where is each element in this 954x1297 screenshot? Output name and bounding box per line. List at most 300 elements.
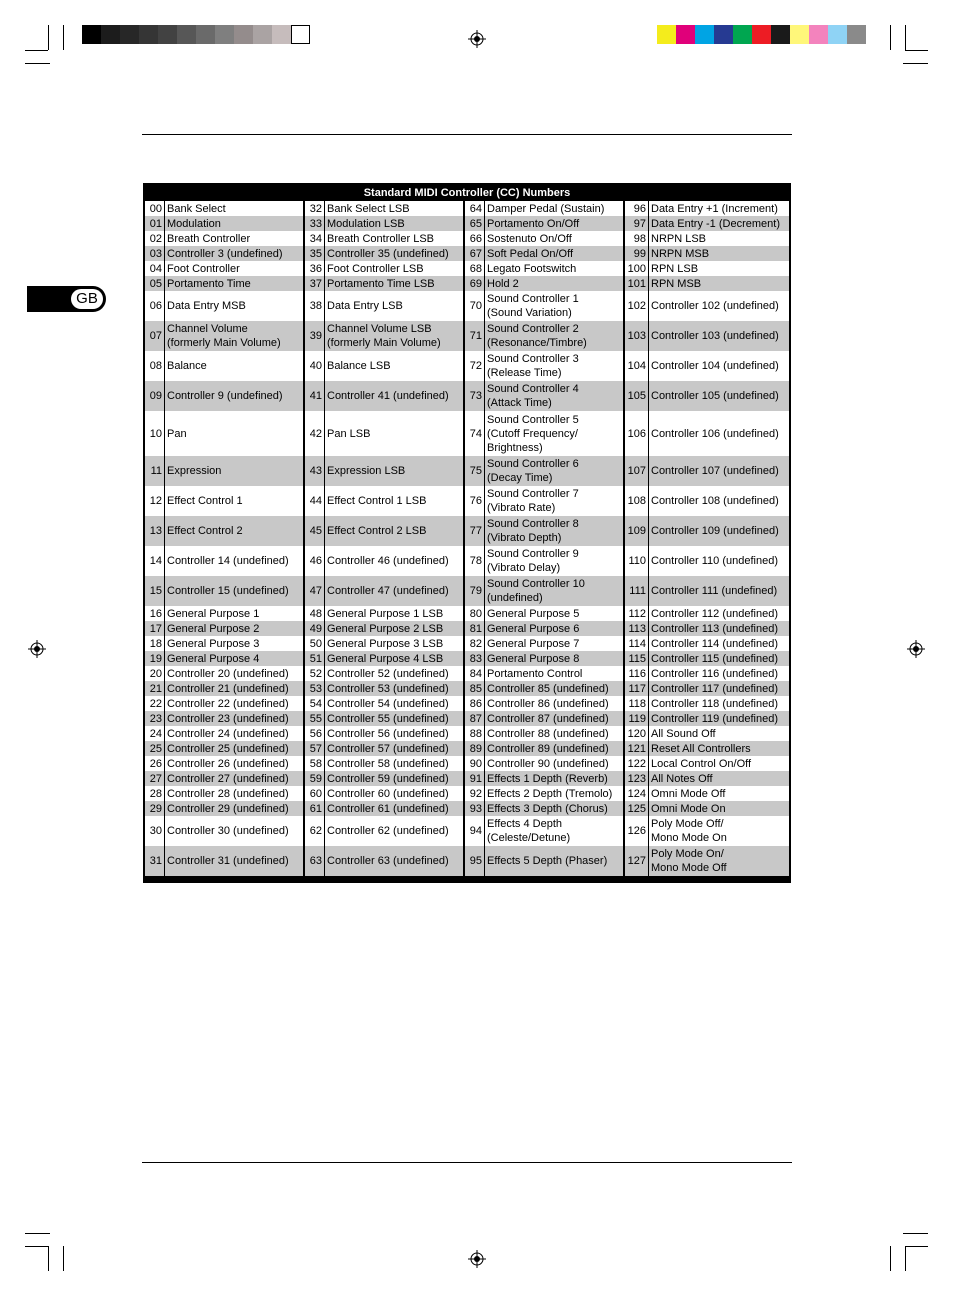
cc-function: Data Entry +1 (Increment)	[649, 201, 789, 216]
cc-number: 83	[465, 651, 485, 666]
cc-function: Data Entry -1 (Decrement)	[649, 216, 789, 231]
cc-function: General Purpose 4	[165, 651, 303, 666]
cc-function: Poly Mode On/ Mono Mode Off	[649, 846, 789, 876]
cc-number: 67	[465, 246, 485, 261]
cc-function: Controller 24 (undefined)	[165, 726, 303, 741]
table-row	[145, 711, 789, 726]
cc-number: 68	[465, 261, 485, 276]
registration-mark-icon	[907, 640, 925, 658]
cc-number: 53	[305, 681, 325, 696]
table-body	[145, 201, 789, 881]
cc-number: 102	[625, 291, 649, 321]
cc-number: 58	[305, 756, 325, 771]
cc-number: 19	[145, 651, 165, 666]
table-row	[145, 381, 789, 411]
color-swatch	[771, 25, 790, 44]
cc-function: Hold 2	[485, 276, 623, 291]
table-row	[145, 351, 789, 381]
cc-function: Controller 9 (undefined)	[165, 381, 303, 411]
cc-number: 43	[305, 456, 325, 486]
cc-function: Controller 47 (undefined)	[325, 576, 463, 606]
cc-number: 92	[465, 786, 485, 801]
table-row	[145, 726, 789, 741]
table-title: Standard MIDI Controller (CC) Numbers	[145, 185, 789, 201]
cc-number: 55	[305, 711, 325, 726]
cc-function: Bank Select LSB	[325, 201, 463, 216]
cc-number: 95	[465, 846, 485, 876]
cc-function: Sound Controller 4 (Attack Time)	[485, 381, 623, 411]
cc-function: Controller 60 (undefined)	[325, 786, 463, 801]
cc-number: 103	[625, 321, 649, 351]
language-tab-label: GB	[71, 289, 103, 309]
cc-number: 00	[145, 201, 165, 216]
table-row	[145, 216, 789, 231]
crop-mark	[25, 63, 50, 64]
cc-function: Local Control On/Off	[649, 756, 789, 771]
cc-function: Controller 115 (undefined)	[649, 651, 789, 666]
color-swatch	[733, 25, 752, 44]
cc-function: Controller 114 (undefined)	[649, 636, 789, 651]
cc-function: Effect Control 2 LSB	[325, 516, 463, 546]
cc-number: 39	[305, 321, 325, 351]
cc-function: Controller 87 (undefined)	[485, 711, 623, 726]
cc-function: Controller 23 (undefined)	[165, 711, 303, 726]
cc-number: 73	[465, 381, 485, 411]
color-swatch	[714, 25, 733, 44]
cc-function: Controller 85 (undefined)	[485, 681, 623, 696]
cc-number: 06	[145, 291, 165, 321]
cc-function: Controller 14 (undefined)	[165, 546, 303, 576]
cc-function: Controller 57 (undefined)	[325, 741, 463, 756]
color-swatch	[828, 25, 847, 44]
table-row	[145, 486, 789, 516]
cc-number: 02	[145, 231, 165, 246]
cc-number: 123	[625, 771, 649, 786]
cc-number: 46	[305, 546, 325, 576]
cc-number: 72	[465, 351, 485, 381]
cc-number: 59	[305, 771, 325, 786]
cc-function: General Purpose 2 LSB	[325, 621, 463, 636]
cc-number: 74	[465, 411, 485, 456]
cc-function: Controller 110 (undefined)	[649, 546, 789, 576]
cc-function: Controller 118 (undefined)	[649, 696, 789, 711]
cc-number: 81	[465, 621, 485, 636]
crop-mark	[903, 1233, 928, 1234]
table-row	[145, 201, 789, 216]
cc-function: Channel Volume LSB (formerly Main Volume)	[325, 321, 463, 351]
cc-number: 84	[465, 666, 485, 681]
cc-function: Controller 20 (undefined)	[165, 666, 303, 681]
crop-mark	[905, 1246, 928, 1247]
color-swatch	[120, 25, 139, 44]
cc-number: 20	[145, 666, 165, 681]
cc-number: 32	[305, 201, 325, 216]
cc-number: 15	[145, 576, 165, 606]
table-row	[145, 276, 789, 291]
cc-number: 94	[465, 816, 485, 846]
crop-mark	[25, 50, 48, 51]
color-swatch	[809, 25, 828, 44]
cc-function: Controller 105 (undefined)	[649, 381, 789, 411]
cc-number: 13	[145, 516, 165, 546]
cc-function: Sound Controller 6 (Decay Time)	[485, 456, 623, 486]
cc-number: 69	[465, 276, 485, 291]
cc-function: Controller 3 (undefined)	[165, 246, 303, 261]
cc-function: Controller 15 (undefined)	[165, 576, 303, 606]
crop-mark	[63, 1246, 64, 1271]
table-row	[145, 456, 789, 486]
cc-function: Controller 54 (undefined)	[325, 696, 463, 711]
cc-number: 101	[625, 276, 649, 291]
cc-number: 38	[305, 291, 325, 321]
crop-mark	[25, 1246, 48, 1247]
table-row	[145, 411, 789, 456]
cc-function: Portamento Time	[165, 276, 303, 291]
cc-number: 105	[625, 381, 649, 411]
cc-function: Controller 86 (undefined)	[485, 696, 623, 711]
cc-function: Controller 106 (undefined)	[649, 411, 789, 456]
cc-function: Sound Controller 10 (undefined)	[485, 576, 623, 606]
cc-number: 57	[305, 741, 325, 756]
cc-number: 110	[625, 546, 649, 576]
cc-number: 120	[625, 726, 649, 741]
cc-number: 63	[305, 846, 325, 876]
color-swatch	[215, 25, 234, 44]
cc-function: General Purpose 6	[485, 621, 623, 636]
color-swatch	[272, 25, 291, 44]
table-row	[145, 291, 789, 321]
cc-number: 51	[305, 651, 325, 666]
cc-number: 79	[465, 576, 485, 606]
color-swatch	[234, 25, 253, 44]
cc-function: Legato Footswitch	[485, 261, 623, 276]
cc-function: Channel Volume (formerly Main Volume)	[165, 321, 303, 351]
color-swatch	[657, 25, 676, 44]
cc-number: 109	[625, 516, 649, 546]
cc-function: NRPN LSB	[649, 231, 789, 246]
cc-function: All Sound Off	[649, 726, 789, 741]
cc-function: Sound Controller 2 (Resonance/Timbre)	[485, 321, 623, 351]
cc-number: 10	[145, 411, 165, 456]
cc-function: Controller 52 (undefined)	[325, 666, 463, 681]
crop-mark	[905, 25, 906, 50]
crop-mark	[25, 1233, 50, 1234]
cc-function: Controller 108 (undefined)	[649, 486, 789, 516]
color-swatch	[790, 25, 809, 44]
cc-number: 88	[465, 726, 485, 741]
cc-number: 106	[625, 411, 649, 456]
color-swatch	[139, 25, 158, 44]
table-row	[145, 651, 789, 666]
cc-function: Expression LSB	[325, 456, 463, 486]
cc-function: Controller 63 (undefined)	[325, 846, 463, 876]
cc-number: 96	[625, 201, 649, 216]
registration-mark-icon	[468, 1250, 486, 1268]
table-row	[145, 786, 789, 801]
cc-function: Sound Controller 5 (Cutoff Frequency/ Brightness)	[485, 411, 623, 456]
cc-number: 16	[145, 606, 165, 621]
cc-number: 90	[465, 756, 485, 771]
cc-number: 26	[145, 756, 165, 771]
cc-function: Controller 21 (undefined)	[165, 681, 303, 696]
cc-number: 09	[145, 381, 165, 411]
cc-number: 27	[145, 771, 165, 786]
cc-number: 45	[305, 516, 325, 546]
cc-function: Effect Control 2	[165, 516, 303, 546]
footer-rule	[142, 1162, 792, 1163]
cc-function: Soft Pedal On/Off	[485, 246, 623, 261]
cc-number: 25	[145, 741, 165, 756]
cc-function: Sound Controller 1 (Sound Variation)	[485, 291, 623, 321]
table-row	[145, 546, 789, 576]
cc-function: Pan LSB	[325, 411, 463, 456]
cc-number: 36	[305, 261, 325, 276]
cc-number: 08	[145, 351, 165, 381]
cc-function: Controller 59 (undefined)	[325, 771, 463, 786]
cc-number: 75	[465, 456, 485, 486]
grayscale-calibration-bar	[82, 25, 310, 44]
table-row	[145, 606, 789, 621]
table-row	[145, 516, 789, 546]
cc-function: Controller 62 (undefined)	[325, 816, 463, 846]
cc-number: 117	[625, 681, 649, 696]
cc-number: 07	[145, 321, 165, 351]
cc-function: Controller 102 (undefined)	[649, 291, 789, 321]
crop-mark	[905, 50, 928, 51]
cc-function: General Purpose 2	[165, 621, 303, 636]
cc-number: 113	[625, 621, 649, 636]
cc-function: Controller 119 (undefined)	[649, 711, 789, 726]
cc-function: Controller 109 (undefined)	[649, 516, 789, 546]
cc-number: 89	[465, 741, 485, 756]
cc-function: Controller 103 (undefined)	[649, 321, 789, 351]
cc-number: 97	[625, 216, 649, 231]
cc-function: Omni Mode On	[649, 801, 789, 816]
cc-number: 35	[305, 246, 325, 261]
cc-function: All Notes Off	[649, 771, 789, 786]
cc-function: Foot Controller LSB	[325, 261, 463, 276]
cc-number: 50	[305, 636, 325, 651]
cc-number: 87	[465, 711, 485, 726]
cc-number: 86	[465, 696, 485, 711]
cc-function: Controller 88 (undefined)	[485, 726, 623, 741]
color-swatch	[158, 25, 177, 44]
cc-function: Controller 46 (undefined)	[325, 546, 463, 576]
cc-function: Effects 4 Depth (Celeste/Detune)	[485, 816, 623, 846]
table-row	[145, 321, 789, 351]
cc-function: Foot Controller	[165, 261, 303, 276]
cc-number: 114	[625, 636, 649, 651]
cc-number: 11	[145, 456, 165, 486]
cc-number: 12	[145, 486, 165, 516]
cc-number: 111	[625, 576, 649, 606]
table-row	[145, 771, 789, 786]
color-swatch	[101, 25, 120, 44]
cc-function: Controller 112 (undefined)	[649, 606, 789, 621]
color-swatch	[676, 25, 695, 44]
cc-number: 80	[465, 606, 485, 621]
cc-function: Controller 111 (undefined)	[649, 576, 789, 606]
cc-number: 34	[305, 231, 325, 246]
cc-function: General Purpose 1	[165, 606, 303, 621]
cc-number: 77	[465, 516, 485, 546]
crop-mark	[63, 25, 64, 50]
cc-function: Poly Mode Off/ Mono Mode On	[649, 816, 789, 846]
cc-function: Controller 116 (undefined)	[649, 666, 789, 681]
table-row	[145, 801, 789, 816]
cc-function: Controller 27 (undefined)	[165, 771, 303, 786]
cc-function: Effects 2 Depth (Tremolo)	[485, 786, 623, 801]
cc-number: 127	[625, 846, 649, 876]
cc-function: Modulation	[165, 216, 303, 231]
cc-number: 122	[625, 756, 649, 771]
cc-number: 31	[145, 846, 165, 876]
cc-number: 107	[625, 456, 649, 486]
cc-function: Controller 89 (undefined)	[485, 741, 623, 756]
color-calibration-bar	[657, 25, 866, 44]
crop-mark	[890, 25, 891, 50]
cc-function: Sound Controller 7 (Vibrato Rate)	[485, 486, 623, 516]
cc-function: Omni Mode Off	[649, 786, 789, 801]
table-row	[145, 756, 789, 771]
cc-number: 93	[465, 801, 485, 816]
cc-number: 14	[145, 546, 165, 576]
color-swatch	[253, 25, 272, 44]
cc-function: Controller 58 (undefined)	[325, 756, 463, 771]
cc-function: Controller 35 (undefined)	[325, 246, 463, 261]
cc-number: 104	[625, 351, 649, 381]
cc-function: Expression	[165, 456, 303, 486]
cc-function: Controller 61 (undefined)	[325, 801, 463, 816]
cc-number: 44	[305, 486, 325, 516]
color-swatch	[752, 25, 771, 44]
cc-function: Breath Controller LSB	[325, 231, 463, 246]
cc-number: 60	[305, 786, 325, 801]
cc-number: 42	[305, 411, 325, 456]
cc-function: Controller 113 (undefined)	[649, 621, 789, 636]
color-swatch	[847, 25, 866, 44]
cc-number: 99	[625, 246, 649, 261]
crop-mark	[905, 1246, 906, 1271]
cc-function: Effects 1 Depth (Reverb)	[485, 771, 623, 786]
cc-function: Portamento Time LSB	[325, 276, 463, 291]
cc-function: General Purpose 5	[485, 606, 623, 621]
cc-function: Modulation LSB	[325, 216, 463, 231]
table-row	[145, 846, 789, 876]
cc-function: Controller 41 (undefined)	[325, 381, 463, 411]
table-row	[145, 246, 789, 261]
cc-number: 52	[305, 666, 325, 681]
cc-number: 37	[305, 276, 325, 291]
cc-number: 24	[145, 726, 165, 741]
cc-number: 98	[625, 231, 649, 246]
color-swatch	[291, 25, 310, 44]
cc-number: 66	[465, 231, 485, 246]
cc-function: NRPN MSB	[649, 246, 789, 261]
cc-function: General Purpose 8	[485, 651, 623, 666]
cc-function: Portamento Control	[485, 666, 623, 681]
cc-number: 91	[465, 771, 485, 786]
cc-function: Balance	[165, 351, 303, 381]
cc-function: Data Entry LSB	[325, 291, 463, 321]
table-row	[145, 231, 789, 246]
cc-number: 54	[305, 696, 325, 711]
table-row	[145, 576, 789, 606]
cc-function: Sound Controller 3 (Release Time)	[485, 351, 623, 381]
cc-function: Effect Control 1 LSB	[325, 486, 463, 516]
cc-number: 76	[465, 486, 485, 516]
cc-function: Controller 30 (undefined)	[165, 816, 303, 846]
cc-number: 85	[465, 681, 485, 696]
cc-number: 18	[145, 636, 165, 651]
color-swatch	[695, 25, 714, 44]
cc-function: Effects 5 Depth (Phaser)	[485, 846, 623, 876]
cc-number: 22	[145, 696, 165, 711]
table-row	[145, 666, 789, 681]
cc-function: Damper Pedal (Sustain)	[485, 201, 623, 216]
cc-number: 40	[305, 351, 325, 381]
cc-number: 125	[625, 801, 649, 816]
cc-number: 119	[625, 711, 649, 726]
registration-mark-icon	[468, 30, 486, 48]
cc-number: 124	[625, 786, 649, 801]
cc-function: Sound Controller 8 (Vibrato Depth)	[485, 516, 623, 546]
cc-number: 03	[145, 246, 165, 261]
cc-function: Controller 55 (undefined)	[325, 711, 463, 726]
cc-number: 62	[305, 816, 325, 846]
cc-number: 100	[625, 261, 649, 276]
table-row	[145, 261, 789, 276]
cc-function: Controller 117 (undefined)	[649, 681, 789, 696]
cc-function: Controller 107 (undefined)	[649, 456, 789, 486]
cc-function: Effects 3 Depth (Chorus)	[485, 801, 623, 816]
cc-function: General Purpose 7	[485, 636, 623, 651]
midi-cc-table	[143, 183, 791, 883]
cc-number: 21	[145, 681, 165, 696]
crop-mark	[890, 1246, 891, 1271]
table-row	[145, 636, 789, 651]
cc-number: 04	[145, 261, 165, 276]
cc-number: 56	[305, 726, 325, 741]
cc-number: 65	[465, 216, 485, 231]
cc-number: 118	[625, 696, 649, 711]
cc-number: 49	[305, 621, 325, 636]
cc-number: 82	[465, 636, 485, 651]
cc-function: Sostenuto On/Off	[485, 231, 623, 246]
header-rule	[142, 134, 792, 135]
cc-number: 115	[625, 651, 649, 666]
cc-function: General Purpose 1 LSB	[325, 606, 463, 621]
cc-function: Controller 25 (undefined)	[165, 741, 303, 756]
cc-number: 33	[305, 216, 325, 231]
cc-function: General Purpose 4 LSB	[325, 651, 463, 666]
cc-number: 116	[625, 666, 649, 681]
cc-function: Portamento On/Off	[485, 216, 623, 231]
cc-function: Controller 31 (undefined)	[165, 846, 303, 876]
cc-function: Effect Control 1	[165, 486, 303, 516]
cc-number: 30	[145, 816, 165, 846]
cc-number: 108	[625, 486, 649, 516]
cc-function: Controller 104 (undefined)	[649, 351, 789, 381]
color-swatch	[82, 25, 101, 44]
cc-number: 28	[145, 786, 165, 801]
cc-function: RPN MSB	[649, 276, 789, 291]
cc-number: 61	[305, 801, 325, 816]
cc-function: Sound Controller 9 (Vibrato Delay)	[485, 546, 623, 576]
cc-number: 78	[465, 546, 485, 576]
table-row	[145, 696, 789, 711]
cc-function: Controller 53 (undefined)	[325, 681, 463, 696]
